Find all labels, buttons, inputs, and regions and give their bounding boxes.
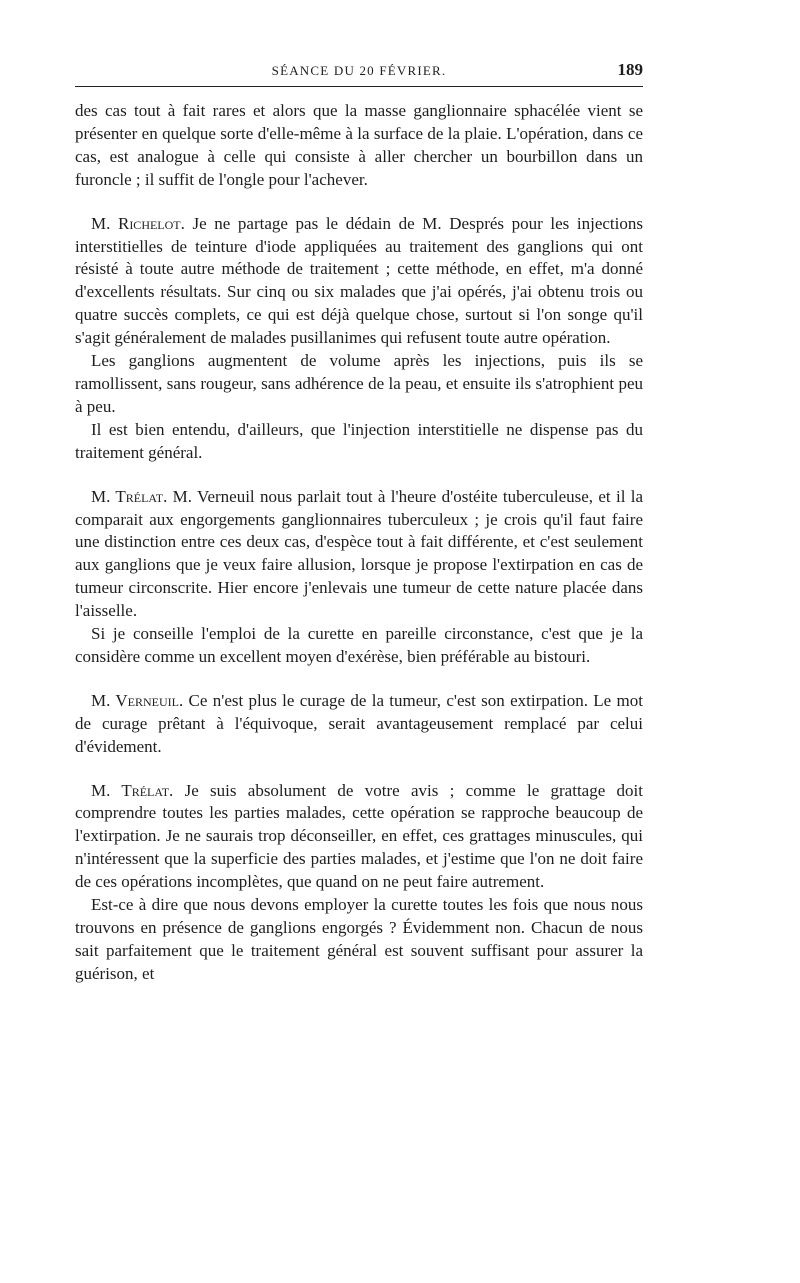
speaker-name: M. Trélat. <box>91 780 174 800</box>
paragraph <box>75 690 643 759</box>
paragraph <box>75 623 643 669</box>
page-header <box>75 60 643 82</box>
paragraph <box>75 100 643 192</box>
paragraph <box>75 780 643 895</box>
speaker-name: M. Verneuil. <box>91 690 184 710</box>
paragraph-text: Ce n'est plus le curage de la tumeur, c'est son extirpation. Le mot de curage prêtant à l'équivoque, serait avantageusement remplacé par celui d'évidement. <box>75 690 643 756</box>
paragraph-text: des cas tout à fait rares et alors que la masse ganglionnaire sphacélée vient se présenter en quelque sorte d'elle-même à la surface de la plaie. L'opération, dans ce cas, est analogue à celle qui consiste à aller chercher un bourbillon dans un furoncle ; il suffit de l'ongle pour l'achever. <box>75 101 643 189</box>
header-rule <box>75 86 643 87</box>
body-text <box>75 100 643 986</box>
paragraph-text: Les ganglions augmentent de volume après les injections, puis ils se ramollissent, sans rougeur, sans adhérence de la peau, et ensuite ils s'atrophient peu à peu. <box>75 351 643 416</box>
speaker-name: M. Trélat. <box>91 486 168 506</box>
paragraph <box>75 213 643 350</box>
paragraph-text: Est-ce à dire que nous devons employer la curette toutes les fois que nous nous trouvons en présence de ganglions engorgés ? Évidemment non. Chacun de nous sait parfaitement que le traitement général est souvent suffisant pour assurer la guérison, et <box>75 895 643 983</box>
paragraph-text: M. Verneuil nous parlait tout à l'heure d'ostéite tuberculeuse, et il la comparait aux engorgements ganglionnaires tuberculeux ; je crois qu'il faut faire une distinction entre ces deux cas, d'espèce tout à fait différente, et c'est seulement aux ganglions que je veux faire allusion, lorsque je propose l'extirpation en cas de tumeur circonscrite. Hier encore j'enlevais une tumeur de cette nature placée dans l'aisselle. <box>75 486 644 621</box>
paragraph <box>75 419 643 465</box>
paragraph <box>75 486 643 623</box>
paragraph <box>75 350 643 419</box>
speaker-name: M. Richelot. <box>91 213 185 233</box>
paragraph-text: Je ne partage pas le dédain de M. Després pour les injections interstitielles de teinture d'iode appliquées au traitement des ganglions qui ont résisté à toute autre méthode de traitement ; cette méthode, en effet, m'a donné d'excellents résultats. Sur cinq ou six malades que j'ai opérés, j'ai obtenu trois ou quatre succès complets, ce qui est déjà quelque chose, surtout si l'on songe qu'il s'agit généralement de malades pusillanimes qui refusent toute autre opération. <box>75 213 643 348</box>
paragraph <box>75 894 643 986</box>
paragraph-text: Il est bien entendu, d'ailleurs, que l'injection interstitielle ne dispense pas du traitement général. <box>75 419 643 462</box>
page-number: 189 <box>617 60 643 79</box>
running-title: SÉANCE DU 20 FÉVRIER. <box>271 63 447 78</box>
paragraph-text: Si je conseille l'emploi de la curette en pareille circonstance, c'est que je la considère comme un excellent moyen d'exérèse, bien préférable au bistouri. <box>75 624 643 666</box>
paragraph-text: Je suis absolument de votre avis ; comme le grattage doit comprendre toutes les parties malades, cette opération se rapproche beaucoup de l'extirpation. Je ne saurais trop déconseiller, en effet, ces grattages minuscules, qui n'intéressent que la superficie des parties malades, et j'estime que l'on ne doit faire de ces opérations incomplètes, que quand on ne peut faire autrement. <box>75 780 643 892</box>
